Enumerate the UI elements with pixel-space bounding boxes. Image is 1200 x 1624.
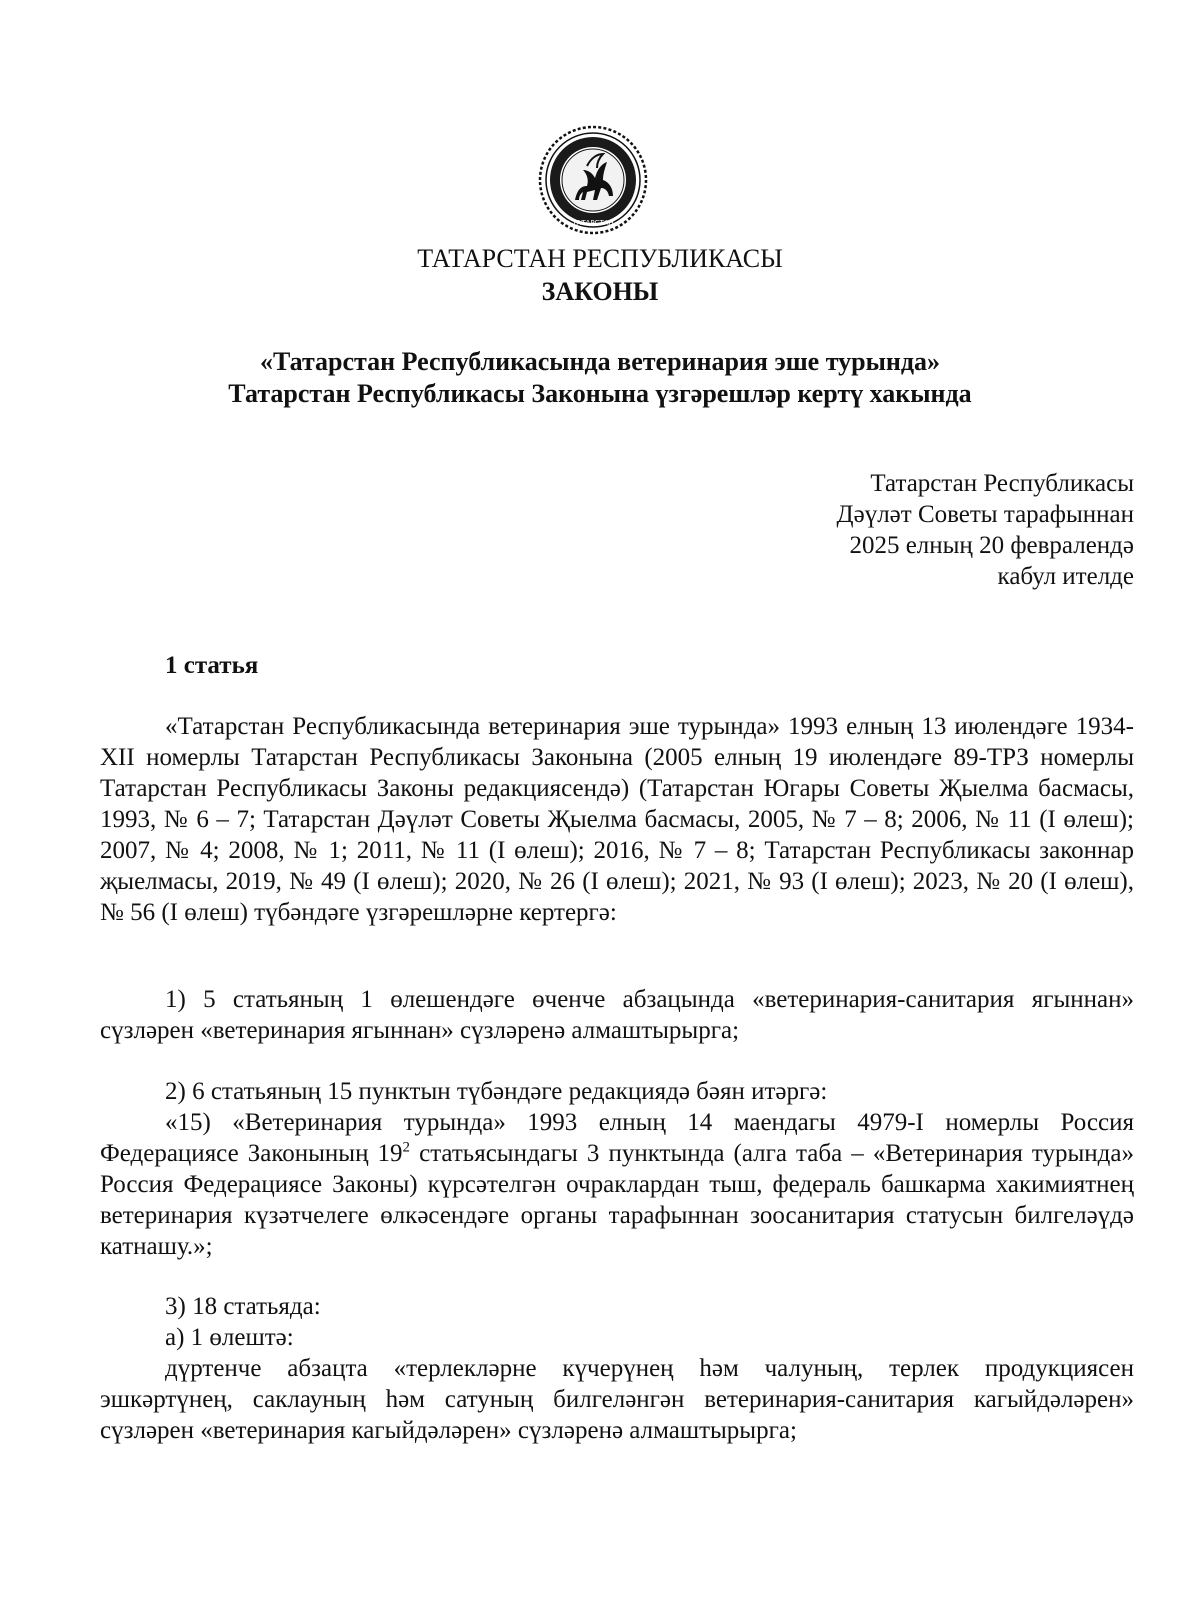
adoption-line4: кабул ителде — [997, 563, 1134, 590]
amendment-item-1: 1) 5 статьяның 1 өлешендәге өченче абзацында «ветеринария-санитария ягыннан» сүзләрен «ветеринария ягыннан» сүзләренә алмаштырырга; — [100, 986, 1134, 1044]
item2-text-part-a: «15) «Ветеринария турында» 1993 елның 14 маендагы 4979-I номерлы Россия Федерациясе Законының 19 — [100, 1109, 1134, 1167]
law-subject-line2: Татарстан Республикасы Законына үзгәрешләр кертү хакында — [228, 379, 972, 408]
article-intro-paragraph: «Татарстан Республикасында ветеринария эше турында» 1993 елның 13 июлендәге 1934-XII номерлы Татарстан Республикасы Законына (2005 елның 19 июлендәге 89-ТРЗ номерлы Татарстан Республикасы Законы редакциясендә) (Татарстан Югары Советы Җыелма басмасы, 1993, № 6 – 7; Татарстан Дәүләт Советы Җыелма басмасы, 2005, № 7 – 8; 2006, № 11 (I өлеш); 2007, № 4; 2008, № 1; 2011, № 11 (I өлеш); 2016, № 7 – 8; Татарстан Республикасы законнар җыелмасы, 2019, № 49 (I өлеш); 2020, № 26 (I өлеш); 2021, № 93 (I өлеш); 2023, № 20 (I өлеш), № 56 (I өлеш) түбәндәге үзгәрешләрне кертергә: — [100, 713, 1134, 926]
amendment-item-2-text — [100, 1107, 1134, 1262]
item2-superscript: 2 — [402, 1139, 411, 1156]
amendment-item-2-heading: 2) 6 статьяның 15 пунктын түбәндәге редакциядә бәян итәргә: — [165, 1078, 828, 1105]
item2-text-part-b: статьясындагы 3 пунктында (алга таба – «Ветеринария турында» Россия Федерациясе Законы) күрсәтелгән очраклардан тыш, федераль башкарма хакимиятнең ветеринария күзәтчелеге өлкәсендәге органы тарафыннан зоосанитария статусын билгеләүдә катнашу.»; — [100, 1140, 1134, 1260]
amendment-item-3-text: дүртенче абзацта «терлекләрне күчерүнең һәм чалуның, терлек продукциясен эшкәртүнең, саклауның һәм сатуның билгеләнгән ветеринария-санитария кагыйдәләрен» сүзләрен «ветеринария кагыйдәләрен» сүзләренә алмаштырырга; — [100, 1355, 1134, 1444]
republic-title: ТАТАРСТАН РЕСПУБЛИКАСЫ — [417, 244, 783, 273]
amendment-item-3-heading: 3) 18 статьяда: — [165, 1293, 321, 1320]
emblem-ring-text: ТАТАРСТАН — [572, 219, 614, 227]
adoption-line1: Татарстан Республикасы — [870, 470, 1134, 497]
law-subject-line1: «Татарстан Республикасында ветеринария эше турында» — [259, 347, 941, 376]
amendment-item-3-sub: а) 1 өлештә: — [165, 1324, 294, 1351]
law-title: ЗАКОНЫ — [541, 277, 659, 306]
tatarstan-emblem-icon — [537, 124, 649, 236]
article-heading: 1 статья — [165, 652, 259, 679]
adoption-line3: 2025 елның 20 февралендә — [849, 532, 1134, 559]
adoption-line2: Дәүләт Советы тарафыннан — [836, 501, 1134, 528]
